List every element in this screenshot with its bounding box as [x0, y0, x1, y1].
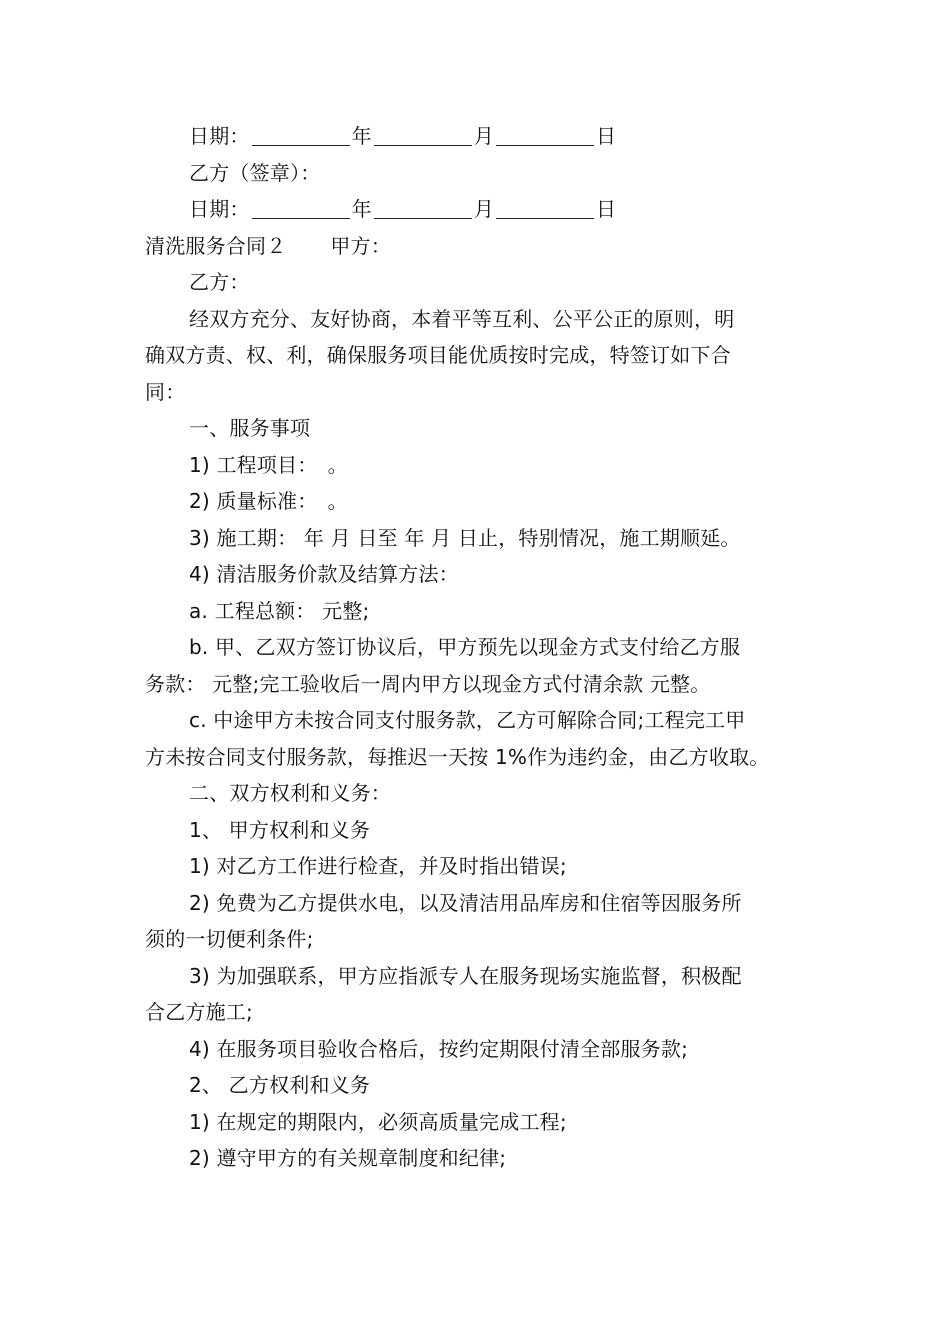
- party-b-label: 乙方：: [189, 270, 250, 294]
- party-a-item1: 1) 对乙方工作进行检查，并及时指出错误;: [189, 854, 567, 878]
- month-label: 月: [473, 124, 495, 148]
- date-line-1: [145, 118, 815, 155]
- month-label: 月: [473, 197, 495, 221]
- year-label: 年: [351, 197, 372, 221]
- blank-year: [252, 123, 350, 146]
- section1-item-b-line2: 务款： 元整;完工验收后一周内甲方以现金方式付清余款 元整。: [145, 671, 711, 696]
- blank-year: [252, 196, 350, 219]
- intro-line-2: 确双方责、权、利，确保服务项目能优质按时完成，特签订如下合: [145, 343, 731, 367]
- year-label: 年: [351, 124, 372, 148]
- section1-item4: 4) 清洁服务价款及结算方法：: [189, 562, 459, 586]
- party-a-item4: 4) 在服务项目验收合格后，按约定期限付清全部服务款;: [189, 1036, 689, 1061]
- party-b-seal: 乙方（签章）：: [189, 160, 321, 185]
- party-b-rights-heading: 2、 乙方权利和义务: [189, 1073, 371, 1097]
- party-a-label: 甲方：: [330, 233, 392, 258]
- document-body: [145, 118, 815, 1177]
- section1-item1: 1) 工程项目： 。: [189, 452, 348, 477]
- section1-heading: 一、服务事项: [189, 416, 311, 440]
- party-a-item2-line1: 2) 免费为乙方提供水电，以及清洁用品库房和住宿等因服务所: [189, 890, 742, 915]
- blank-day: [496, 196, 594, 219]
- blank-day: [496, 123, 594, 146]
- party-a-rights-heading: 1、 甲方权利和义务: [189, 817, 371, 842]
- blank-month: [374, 123, 472, 146]
- section1-item-c-line2: 方未按合同支付服务款，每推迟一天按 1%作为违约金，由乙方收取。: [145, 744, 770, 769]
- section1-item-b-line1: b. 甲、乙双方签订协议后，甲方预先以现金方式支付给乙方服: [189, 635, 741, 659]
- day-label: 日: [596, 124, 617, 148]
- section2-heading: 二、双方权利和义务：: [189, 781, 391, 805]
- date-line-2: [145, 191, 815, 228]
- day-label: 日: [596, 197, 617, 221]
- blank-month: [374, 196, 472, 219]
- date-label: 日期：: [189, 124, 250, 148]
- contract-title-line: [145, 228, 815, 265]
- party-a-item3-line2: 合乙方施工;: [145, 1000, 253, 1024]
- party-b-item2: 2) 遵守甲方的有关规章制度和纪律;: [189, 1146, 507, 1170]
- party-b-item1: 1) 在规定的期限内，必须高质量完成工程;: [189, 1109, 567, 1134]
- contract-title: 清洗服务合同２: [145, 233, 287, 258]
- intro-line-3: 同：: [145, 379, 186, 404]
- party-a-item3-line1: 3) 为加强联系，甲方应指派专人在服务现场实施监督，积极配: [189, 963, 742, 988]
- party-a-item2-line2: 须的一切便利条件;: [145, 927, 314, 951]
- intro-line-1: 经双方充分、友好协商，本着平等互利、公平公正的原则，明: [189, 306, 735, 331]
- date-label: 日期：: [189, 197, 250, 221]
- section1-item-c-line1: c. 中途甲方未按合同支付服务款，乙方可解除合同;工程完工甲: [189, 708, 746, 732]
- section1-item-a: a. 工程总额： 元整;: [189, 598, 370, 623]
- section1-item3: 3) 施工期： 年 月 日至 年 月 日止，特别情况，施工期顺延。: [189, 525, 741, 550]
- section1-item2: 2) 质量标准： 。: [189, 489, 348, 513]
